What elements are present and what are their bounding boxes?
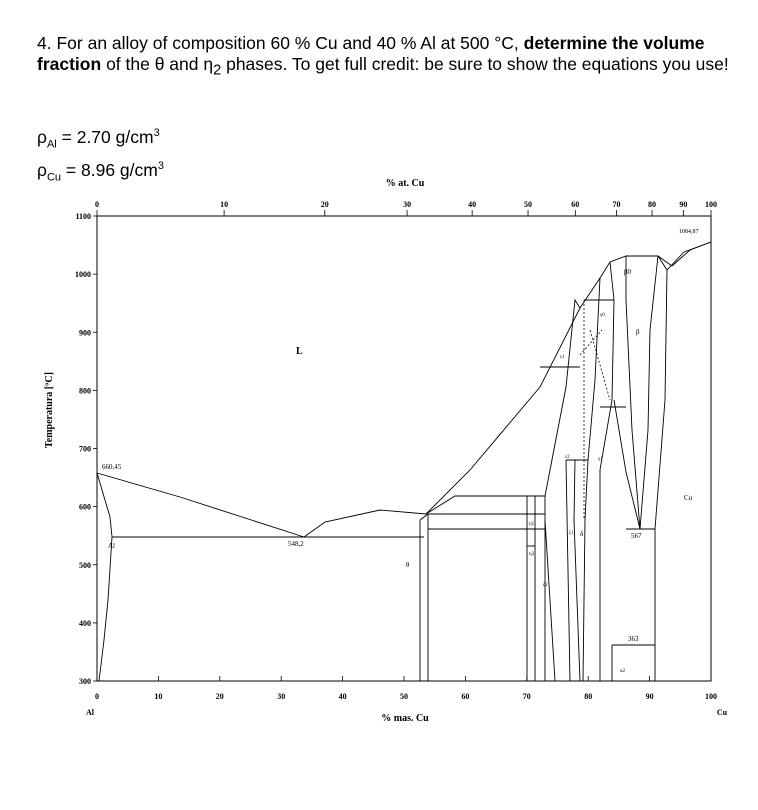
- bottom-tick-label: 10: [154, 692, 163, 701]
- top-tick-label: 20: [320, 200, 329, 209]
- plot-frame: [97, 216, 711, 681]
- bottom-tick-label: 100: [705, 692, 717, 701]
- top-tick-label: 30: [403, 200, 412, 209]
- dashed-3: [580, 330, 602, 355]
- top-tick-label: 100: [705, 200, 717, 209]
- zeta2-label: ζ2: [543, 583, 548, 588]
- bottom-tick-label: 70: [522, 692, 531, 701]
- bottom-tick-label: 60: [461, 692, 470, 701]
- y-tick-label: 500: [79, 560, 91, 570]
- question-intro: For an alloy of composition 60 % Cu and 40 % Al at 500 °C,: [56, 33, 519, 53]
- top-tick-label: 60: [571, 200, 580, 209]
- cu-solidus: [658, 242, 711, 270]
- top-tick-label: 80: [648, 200, 657, 209]
- phase-boundaries: [97, 242, 711, 681]
- beta-right: [640, 256, 658, 529]
- bottom-tick-label: 30: [277, 692, 286, 701]
- liquidus-al: [97, 473, 304, 537]
- rho-al-value: = 2.70 g/cm: [61, 126, 154, 147]
- delta-label: δ: [580, 530, 584, 538]
- epsilon2-label: ε2: [565, 455, 570, 460]
- gamma0-label: γ0: [600, 313, 605, 318]
- eta1-label: η1: [529, 522, 535, 527]
- y-tick-label: 700: [79, 444, 91, 454]
- question-end: phases. To get full credit: be sure to show the equations you use!: [226, 54, 729, 74]
- y-tick-label: 1100: [75, 212, 91, 221]
- y-tick-label: 600: [79, 502, 91, 512]
- top-tick-label: 0: [95, 200, 99, 209]
- gamma-right: [600, 262, 614, 681]
- y-axis-title: Temperatura [ºC]: [44, 372, 55, 448]
- top-tick-label: 40: [468, 200, 477, 209]
- question-mid: of the θ and η: [106, 54, 214, 74]
- beta-label: β: [636, 328, 640, 336]
- bottom-tick-label: 50: [400, 692, 408, 701]
- bottom-axis-title: % mas. Cu: [381, 713, 429, 724]
- liquid-label: L: [296, 346, 303, 357]
- zeta-left: [545, 520, 555, 681]
- theta-top: [420, 514, 428, 520]
- rho-symbol: ρ: [37, 160, 47, 181]
- y-tick-label: 300: [79, 677, 91, 686]
- y-tick-label: 900: [79, 328, 91, 338]
- theta-label: θ: [406, 561, 410, 569]
- dashed-boundaries: [580, 300, 610, 520]
- temperature-annotations: [102, 229, 699, 643]
- top-axis-title: % at. Cu: [385, 178, 425, 189]
- cu-boundary: [655, 270, 667, 529]
- question-emphasis: determine the volume fraction: [37, 33, 705, 74]
- zeta1-label: ζ1: [569, 531, 574, 536]
- top-tick-label: 70: [612, 200, 621, 209]
- t567-annotation: 567: [631, 532, 642, 540]
- al-solidus: [97, 473, 112, 537]
- right-element-label: Cu: [716, 708, 728, 717]
- al-solvus: [99, 537, 112, 681]
- beta-left: [614, 256, 640, 529]
- gamma1-label: γ1: [598, 457, 603, 462]
- rho-cu-value: = 8.96 g/cm: [65, 160, 158, 181]
- gamma-left: [588, 278, 600, 460]
- alpha2-label: α2: [620, 669, 626, 674]
- bottom-tick-label: 0: [95, 692, 99, 701]
- top-tick-label: 90: [679, 200, 688, 209]
- cu-liquidus: [672, 242, 711, 266]
- liquidus-cu-side: [304, 256, 672, 537]
- al-melt-annotation: 660,45: [102, 463, 122, 471]
- al-phase-label: Al: [108, 542, 115, 550]
- y-tick-label: 1000: [75, 270, 91, 280]
- t363-annotation: 363: [628, 635, 639, 643]
- rho-al-subscript: Al: [46, 138, 57, 151]
- rho-al-exponent: 3: [153, 127, 160, 139]
- y-tick-label: 800: [79, 386, 91, 396]
- eutectic-annotation: 548,2: [288, 540, 304, 548]
- rho-symbol: ρ: [37, 126, 47, 147]
- eta-subscript: 2: [213, 62, 222, 79]
- phase-labels: [108, 268, 693, 674]
- eta2-label: η2: [529, 552, 535, 557]
- beta0-label: β0: [624, 268, 632, 276]
- rho-cu-exponent: 3: [157, 160, 164, 173]
- cu-melt-annotation: 1084,87: [679, 229, 699, 235]
- epsilon1-label: ε1: [560, 355, 565, 360]
- dashed-2: [590, 330, 610, 400]
- bottom-tick-label: 90: [645, 692, 654, 701]
- bottom-tick-label: 20: [215, 692, 224, 701]
- delta-left: [574, 460, 580, 681]
- left-element-label: Al: [86, 708, 94, 717]
- top-tick-label: 10: [220, 200, 229, 209]
- question-number: 4.: [37, 33, 52, 53]
- axis-ticks: [75, 200, 717, 701]
- cu-phase-label: Cu: [684, 494, 693, 502]
- rho-cu-subscript: Cu: [46, 171, 62, 184]
- bottom-tick-label: 40: [338, 692, 347, 701]
- bottom-tick-label: 80: [584, 692, 593, 701]
- top-tick-label: 50: [524, 200, 533, 209]
- y-tick-label: 400: [79, 618, 91, 628]
- zeta-right: [566, 460, 570, 681]
